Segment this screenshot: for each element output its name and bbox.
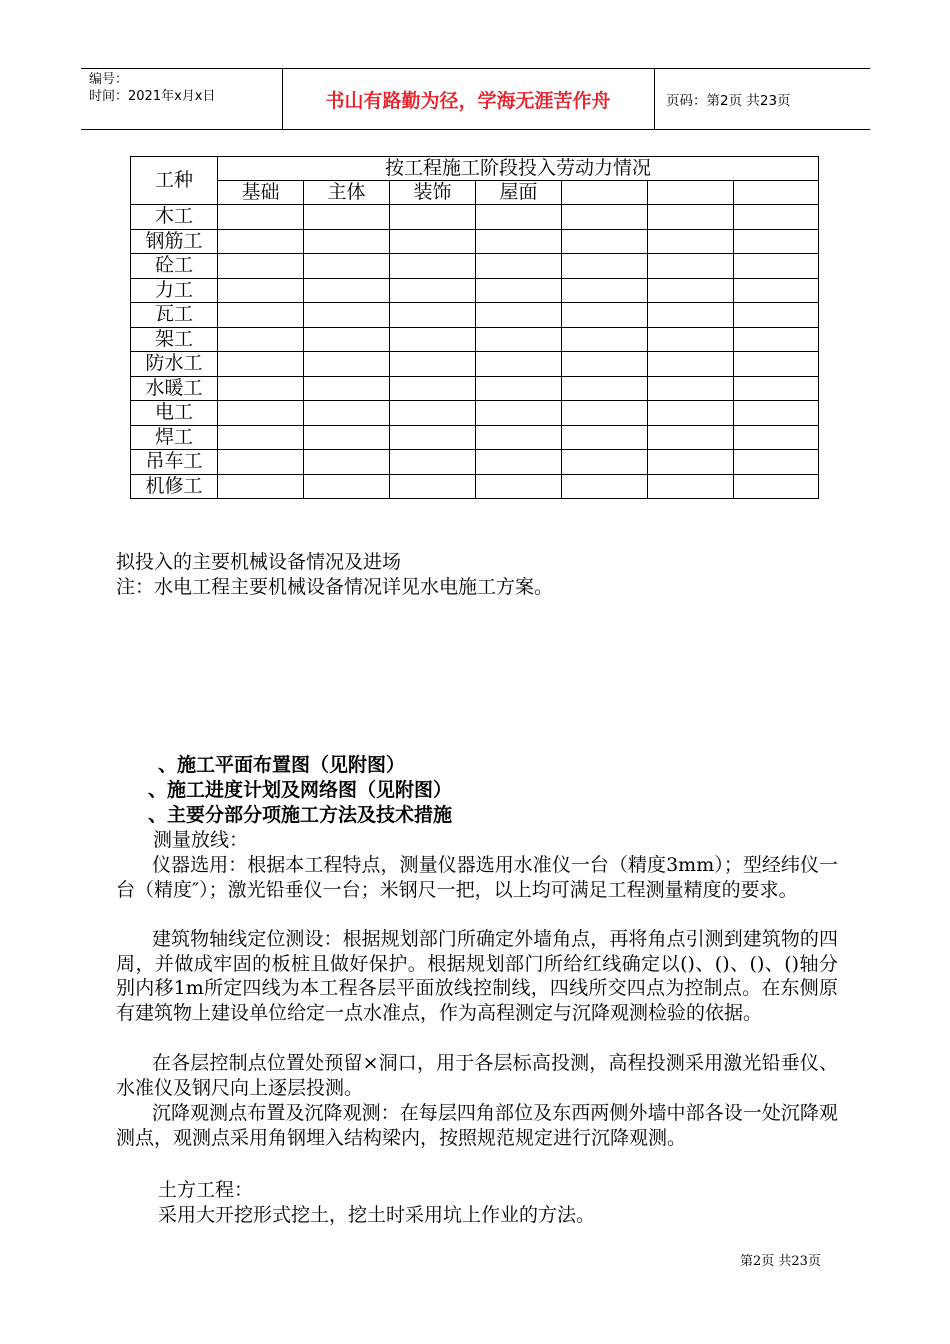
empty-cell <box>648 450 734 475</box>
empty-cell <box>218 254 304 279</box>
header-divider <box>654 69 655 129</box>
empty-cell <box>562 303 648 328</box>
empty-cell <box>648 425 734 450</box>
empty-cell <box>562 229 648 254</box>
empty-cell <box>734 352 819 377</box>
empty-cell <box>734 474 819 499</box>
empty-cell <box>562 278 648 303</box>
empty-cell <box>476 425 562 450</box>
table-row <box>131 425 819 450</box>
empty-cell <box>304 205 390 230</box>
section-methods: 、主要分部分项施工方法及技术措施 <box>148 804 453 826</box>
craft-cell: 电工 <box>131 401 218 426</box>
table-row <box>131 450 819 475</box>
empty-cell <box>304 303 390 328</box>
craft-cell: 防水工 <box>131 352 218 377</box>
craft-cell: 焊工 <box>131 425 218 450</box>
craft-cell: 吊车工 <box>131 450 218 475</box>
machinery-note: 注：水电工程主要机械设备情况详见水电施工方案。 <box>116 576 554 598</box>
survey-settlement: 沉降观测点布置及沉降观测：在每层四角部位及东西两侧外墙中部各设一处沉降观测点，观测点采用角钢埋入结构梁内，按照规范规定进行沉降观测。 <box>116 1102 838 1149</box>
empty-cell <box>304 352 390 377</box>
empty-cell <box>390 450 476 475</box>
empty-cell <box>734 376 819 401</box>
empty-cell <box>734 450 819 475</box>
empty-cell <box>476 205 562 230</box>
header-motto: 书山有路勤为径，学海无涯苦作舟 <box>325 89 611 112</box>
empty-cell <box>218 425 304 450</box>
table-row <box>131 303 819 328</box>
table-row <box>131 205 819 230</box>
stage-header-cell: 主体 <box>304 181 390 205</box>
empty-cell <box>562 474 648 499</box>
section-schedule: 、施工进度计划及网络图（见附图） <box>148 779 453 801</box>
empty-cell <box>304 278 390 303</box>
empty-cell <box>304 474 390 499</box>
number-label: 编号： <box>89 72 129 87</box>
empty-cell <box>304 229 390 254</box>
table-row <box>131 327 819 352</box>
earthwork-method: 采用大开挖形式挖土，挖土时采用坑上作业的方法。 <box>158 1204 596 1226</box>
empty-cell <box>304 425 390 450</box>
empty-cell <box>562 254 648 279</box>
empty-cell <box>390 229 476 254</box>
empty-cell <box>648 278 734 303</box>
empty-cell <box>648 401 734 426</box>
empty-cell <box>304 376 390 401</box>
craft-header: 工种 <box>131 157 218 205</box>
empty-cell <box>734 254 819 279</box>
stage-header-cell <box>562 181 648 205</box>
table-row <box>131 474 819 499</box>
empty-cell <box>218 327 304 352</box>
craft-cell: 瓦工 <box>131 303 218 328</box>
craft-cell: 钢筋工 <box>131 229 218 254</box>
stage-header: 按工程施工阶段投入劳动力情况 <box>218 157 819 181</box>
table-row <box>131 401 819 426</box>
empty-cell <box>734 229 819 254</box>
empty-cell <box>562 376 648 401</box>
empty-cell <box>218 229 304 254</box>
empty-cell <box>304 401 390 426</box>
empty-cell <box>304 327 390 352</box>
empty-cell <box>562 450 648 475</box>
page-footer: 第2页 共23页 <box>740 1254 821 1269</box>
empty-cell <box>218 303 304 328</box>
empty-cell <box>734 327 819 352</box>
empty-cell <box>734 205 819 230</box>
empty-cell <box>734 401 819 426</box>
empty-cell <box>734 425 819 450</box>
craft-cell: 水暖工 <box>131 376 218 401</box>
date-label: 时间：2021年x月x日 <box>89 89 216 104</box>
empty-cell <box>390 474 476 499</box>
section-layout-plan: 、施工平面布置图（见附图） <box>158 754 406 776</box>
empty-cell <box>648 229 734 254</box>
empty-cell <box>218 278 304 303</box>
craft-cell: 力工 <box>131 278 218 303</box>
empty-cell <box>648 474 734 499</box>
empty-cell <box>648 327 734 352</box>
stage-header-cell: 屋面 <box>476 181 562 205</box>
survey-instruments: 仪器选用：根据本工程特点，测量仪器选用水准仪一台（精度3mm）；型经纬仪一台（精度″）；激光铅垂仪一台；米钢尺一把，以上均可满足工程测量精度的要求。 <box>116 854 838 901</box>
stage-header-cell: 装饰 <box>390 181 476 205</box>
empty-cell <box>390 401 476 426</box>
empty-cell <box>476 376 562 401</box>
empty-cell <box>390 278 476 303</box>
stage-header-cell: 基础 <box>218 181 304 205</box>
empty-cell <box>476 450 562 475</box>
empty-cell <box>476 229 562 254</box>
table-row <box>131 254 819 279</box>
empty-cell <box>648 205 734 230</box>
craft-cell: 机修工 <box>131 474 218 499</box>
survey-axis-positioning: 建筑物轴线定位测设：根据规划部门所确定外墙角点，再将角点引测到建筑物的四周，并做成牢固的板桩且做好保护。根据规划部门所给红线确定以()、()、()、()轴分别内移1m所定四线为本工程各层平面放线控制线，四线所交四点为控制点。在东侧原有建筑物上建设单位给定一点水准点，作为高程测定与沉降观测检验的依据。 <box>116 928 838 1024</box>
table-row <box>131 278 819 303</box>
empty-cell <box>304 450 390 475</box>
table-row <box>131 376 819 401</box>
table-row <box>131 352 819 377</box>
empty-cell <box>218 450 304 475</box>
survey-holes: 在各层控制点位置处预留×洞口，用于各层标高投测，高程投测采用激光铅垂仪、水准仪及钢尺向上逐层投测。 <box>116 1052 838 1099</box>
earthwork-title: 土方工程： <box>158 1179 254 1201</box>
empty-cell <box>390 205 476 230</box>
empty-cell <box>476 303 562 328</box>
empty-cell <box>390 303 476 328</box>
empty-cell <box>218 474 304 499</box>
empty-cell <box>476 254 562 279</box>
table-row <box>131 229 819 254</box>
empty-cell <box>648 254 734 279</box>
empty-cell <box>562 327 648 352</box>
empty-cell <box>476 352 562 377</box>
empty-cell <box>562 425 648 450</box>
empty-cell <box>476 474 562 499</box>
empty-cell <box>562 401 648 426</box>
page-header <box>81 68 870 130</box>
empty-cell <box>562 205 648 230</box>
empty-cell <box>390 327 476 352</box>
empty-cell <box>476 327 562 352</box>
empty-cell <box>390 376 476 401</box>
stage-header-cell <box>648 181 734 205</box>
empty-cell <box>734 278 819 303</box>
empty-cell <box>648 352 734 377</box>
empty-cell <box>562 352 648 377</box>
craft-cell: 木工 <box>131 205 218 230</box>
survey-title: 测量放线： <box>153 829 249 851</box>
empty-cell <box>390 352 476 377</box>
empty-cell <box>218 376 304 401</box>
empty-cell <box>218 205 304 230</box>
craft-cell: 砼工 <box>131 254 218 279</box>
empty-cell <box>648 303 734 328</box>
stage-header-cell <box>734 181 819 205</box>
empty-cell <box>304 254 390 279</box>
empty-cell <box>734 303 819 328</box>
header-meta <box>89 71 215 105</box>
empty-cell <box>218 401 304 426</box>
header-page-info: 页码：第2页 共23页 <box>666 93 791 109</box>
empty-cell <box>476 278 562 303</box>
craft-cell: 架工 <box>131 327 218 352</box>
empty-cell <box>648 376 734 401</box>
empty-cell <box>390 425 476 450</box>
machinery-title: 拟投入的主要机械设备情况及进场 <box>116 551 402 573</box>
empty-cell <box>390 254 476 279</box>
empty-cell <box>218 352 304 377</box>
empty-cell <box>476 401 562 426</box>
labor-table <box>130 156 819 499</box>
